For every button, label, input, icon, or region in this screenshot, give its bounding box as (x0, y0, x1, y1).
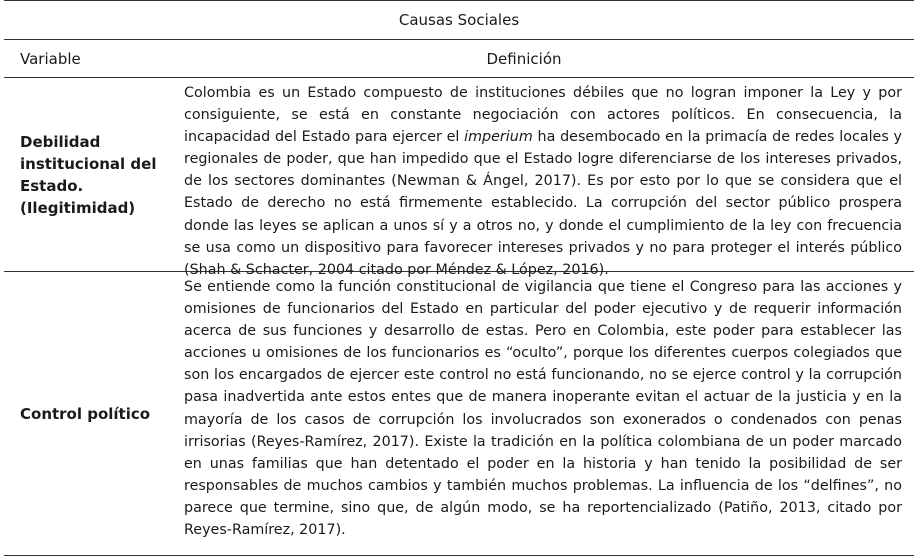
variable-cell (4, 272, 174, 555)
definition-text: Colombia es un Estado compuesto de instituciones débiles que no logran imponer la Ley y por consiguiente, se está en constante negociación con actores políticos. En consecuencia, la incapacidad del Estado para ejercer el (184, 85, 902, 146)
table-header-row (4, 40, 914, 78)
variable-cell (4, 78, 174, 271)
definition-text: Se entiende como la función constitucional de vigilancia que tiene el Congreso para las acciones y omisiones de funcionarios del Estado en particular del poder ejecutivo y de requerir información acerca de sus funciones y desarrollo de estas. Pero en Colombia, este poder para establecer las acciones u omisiones de los funcionarios es “oculto”, porque los diferentes cuerpos colegiados que son los encargados de ejercer este control no está funcionando, no se ejerce control y la corrupción pasa inadvertida ante estos entes que de manera inoperante evitan el actuar de la justicia y en la mayoría de los casos de corrupción los involucrados son exonerados o condenados con penas irrisorias (Reyes-Ramírez, 2017). Existe la tradición en la política colombiana de un poder marcado en unas familias que han detentado el poder en la historia y han tenido la posibilidad de ser responsables de muchos cambios y también muchos problemas. La influencia de los “delfines”, no parece que termine, sino que, de algún modo, se ha reportencializado (Patiño, 2013, citado por Reyes-Ramírez, 2017). (184, 279, 902, 539)
definition-italic-term: imperium (464, 129, 533, 146)
variable-line: institucional del (20, 154, 157, 173)
social-causes-table (4, 0, 914, 556)
header-definition: Definición (486, 49, 562, 68)
table-row (4, 78, 914, 278)
definition-cell (174, 78, 914, 278)
definition-text: ha desembocado en la primacía de redes locales y regionales de poder, que han impedido que el Estado logre diferenciarse de los intereses privados, de los sectores dominantes (Newman & Ángel, 2017). Es por esto por lo que se considera que el Estado de derecho no está firmemente establecido. La corrupción del sector público prospera donde las leyes se aplican a unos sí y a otros no, y donde el cumplimiento de la ley con frecuencia se usa como un dispositivo para favorecer intereses privados y no para proteger el interés público (Shah & Schacter, 2004 citado por Méndez & López, 2016). (184, 129, 903, 278)
variable-line: Estado. (20, 176, 84, 195)
table-caption: Causas Sociales (4, 0, 914, 40)
variable-line: (Ilegitimidad) (20, 198, 136, 217)
header-variable: Variable (20, 49, 81, 68)
table-row (4, 272, 914, 556)
variable-line: Debilidad (20, 132, 101, 151)
variable-label: Control político (20, 404, 151, 423)
definition-cell (174, 272, 914, 555)
